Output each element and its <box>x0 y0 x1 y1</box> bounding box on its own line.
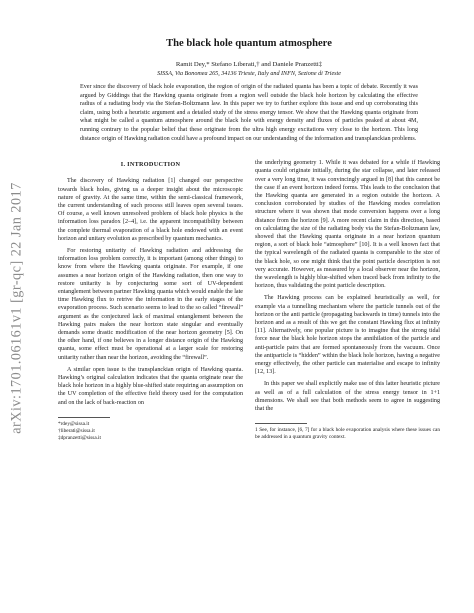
footnote-rule <box>58 417 110 418</box>
footnote-email: †liberati@sissa.it <box>58 427 95 434</box>
paper-title: The black hole quantum atmosphere <box>166 38 332 49</box>
paragraph: A similar open issue is the transplanckian origin of Hawking quanta. Hawking’s original calculation indicates that the quanta originate near the black hole horizon in a highly blue-shifted state requiring an assumption on the UV completion of the effective field theory used for the computation and on the lack of back-reaction on <box>58 366 243 406</box>
paragraph: In this paper we shall explicitly make use of this latter heuristic picture as well as of a full calculation of the stress energy tensor in 1+1 dimensions. We shall see that both methods seem to agree in suggesting that the <box>255 381 440 413</box>
paragraph: The discovery of Hawking radiation [1] changed our perspective towards black holes, giving us a deeper insight about the microscopic nature of gravity. At the same time, within the semi-classical framework, the current understanding of such process still leaves open several issues. Of course, a well known unresolved problem of black hole physics is the information loss paradox [2–4], i.e. the apparent incompatibility between the complete thermal evaporation of a black hole endowed with an event horizon and unitary evolution as prescribed by quantum mechanics. <box>58 178 243 242</box>
paper-page <box>58 30 440 442</box>
footnote-email: *rdey@sissa.it <box>58 420 90 427</box>
author-list: Ramit Dey,* Stefano Liberati,† and Daniele Pranzetti‡ <box>175 61 323 68</box>
arxiv-stamp <box>3 88 31 528</box>
footnote-rule <box>255 423 307 424</box>
abstract: Ever since the discovery of black hole evaporation, the region of origin of the radiated quanta has been a topic of debate. Recently it was argued by Giddings that the Hawking quanta originate from a region well outside the black hole horizon by calculating the effective radius of a radiating body via the Stefan-Boltzmann law. In this paper we try to further explore this issue and end up corroborating this claim, using both a heuristic argument and a detailed study of the stress energy tensor. We show that the Hawking quanta originate from what might be called a quantum atmosphere around the black hole with energy density and fluxes of particles peaked at about 4M, running contrary to the popular belief that these originate from the ultra high energy excitations very close to the horizon. This long distance origin of Hawking radiation could have a profound impact on our understanding of the information and transplanckian problems. <box>80 84 418 142</box>
paragraph: the underlying geometry 1. While it was debated for a while if Hawking quanta could originate initially, during the star collapse, and later released over a very long time, it was convincingly argued in [8] that this cannot be the case if an event horizon indeed forms. This leads to the conclusion that the Hawking quanta are generated in a region outside the horizon. A conclusion corroborated by studies of the Hawking modes correlation structure where it was shown that mode conversion happens over a long distance from the horizon [9]. A more recent claim in this direction, based on calculating the size of the radiating body via the Stefan-Boltzmann law, showed that the Hawking quanta originate in a near horizon quantum region, a sort of black hole “atmosphere” [10]. It is a well known fact that the typical wavelength of the radiated quanta is comparable to the size of the black hole, so one might think that the point particle description is not very accurate. However, as measured by a local observer near the horizon, the wavelength is highly blue-shifted when traced back from infinity to the horizon, thus validating the point particle description. <box>255 160 440 290</box>
body-columns <box>58 159 440 442</box>
arxiv-stamp-text: arXiv:1701.06161v1 [gr-qc] 22 Jan 2017 <box>8 182 25 434</box>
right-column <box>255 159 440 442</box>
footnote: 1 See, for instance, [6, 7] for a black hole evaporation analysis where these issues can be addressed in a quantum gravity context. <box>255 427 440 441</box>
section-heading: I. INTRODUCTION <box>120 161 181 169</box>
paragraph: For restoring unitarity of Hawking radiation and addressing the information loss problem correctly, it is important (among other things) to know from where the Hawking quanta originate. For example, if one assumes a near horizon origin of the Hawking radiation, then one way to restore unitarity is by conjecturing some sort of UV-dependent entanglement between partner Hawking quanta which would enable the late time Hawking flux to retrive the information in the early stages of the evaporation process. Such scenario seems to lead to the so called “firewall” argument as the conjectured lack of maximal entanglement between the Hawking pairs makes the near horizon state singular and eventually demands some drastic modification of the near horizon geometry [5]. On the other hand, if one believes in a longer distance origin of the Hawking quanta, some effect must be operational at a larger scale for restoring unitarity rather than near the horizon, avoiding the “firewall”. <box>58 247 243 361</box>
left-column <box>58 159 243 442</box>
paragraph: The Hawking process can be explained heuristically as well, for example via a tunnelling mechanism where the particle tunnels out of the horizon or the anti particle (propagating backwards in time) tunnels into the horizon and as a result of this we get the constant Hawking flux at infinity [11]. Alternatively, one popular picture is to imagine that the strong tidal force near the black hole horizon stops the annihilation of the particle and anti-particle pairs that are formed spontaneously from the vacuum. Once the antiparticle is “hidden” within the black hole horizon, having a negative energy effectively, the other particle can materialise and escape to infinity [12, 13]. <box>255 295 440 376</box>
footnote-email: ‡dpranzetti@sissa.it <box>58 434 101 441</box>
affiliation: SISSA, Via Bonomea 265, 34136 Trieste, Italy and INFN, Sezione di Trieste <box>157 71 341 77</box>
